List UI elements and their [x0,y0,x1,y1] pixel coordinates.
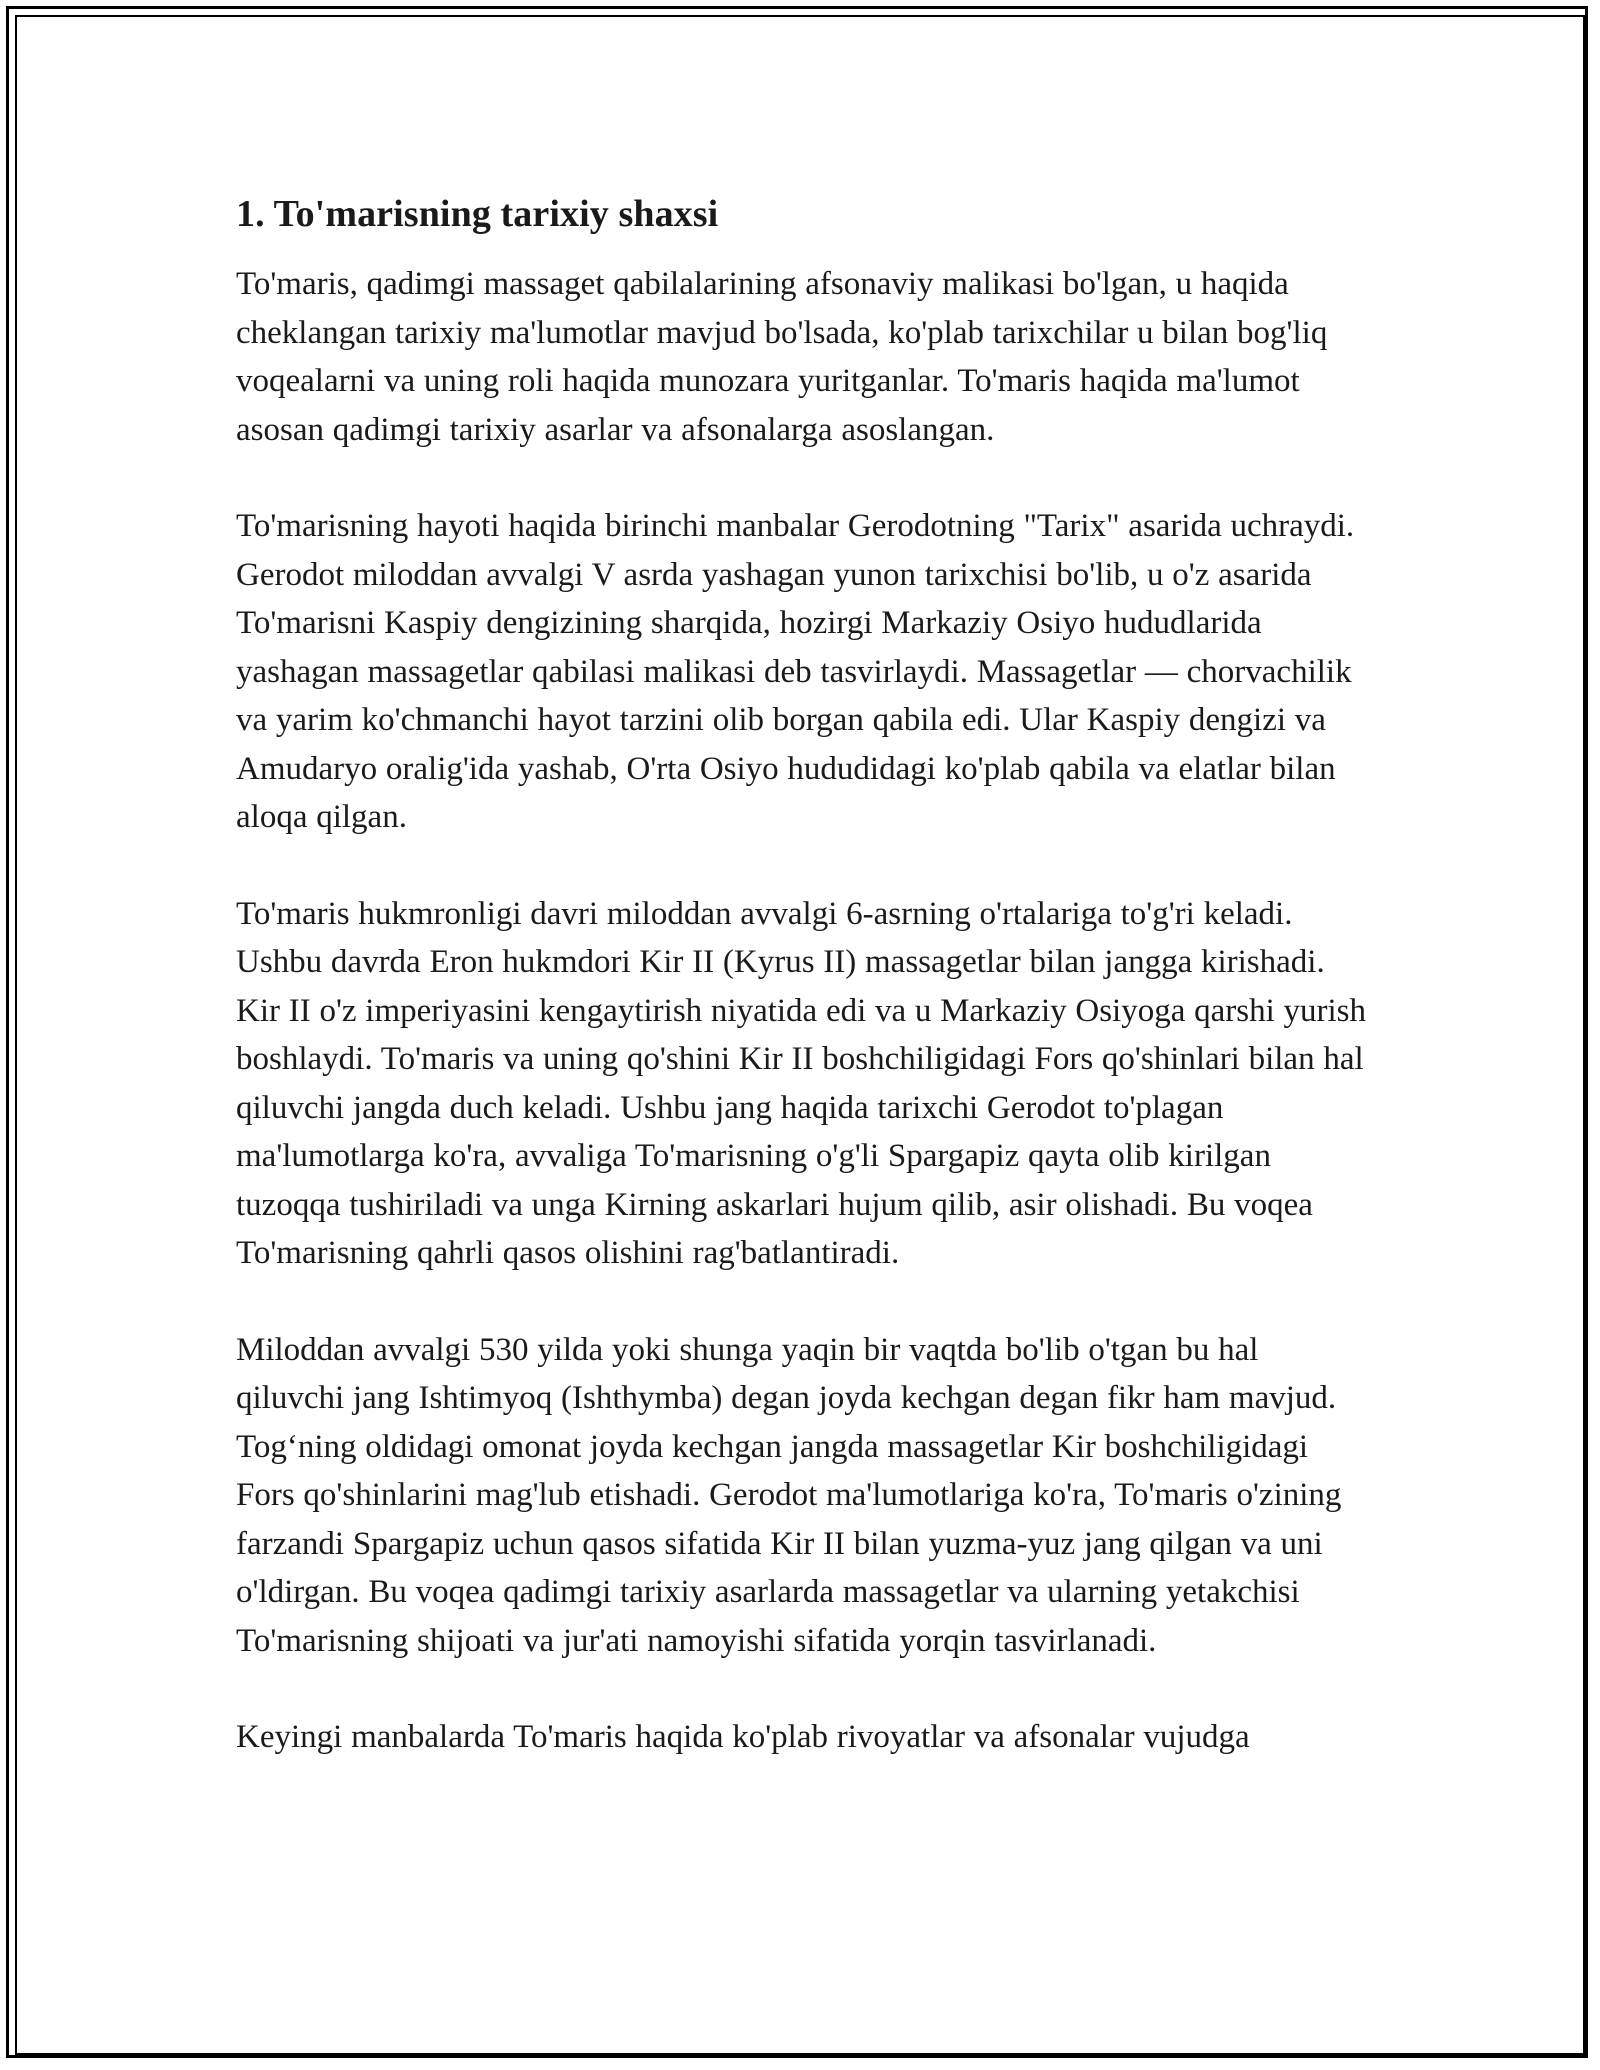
paragraph-4: Miloddan avvalgi 530 yilda yoki shunga yaqin bir vaqtda bo'lib o'tgan bu hal qiluvchi jang Ishtimyoq (Ishthymba) degan joyda kechgan degan fikr ham mavjud. Tog‘ning oldidagi omonat joyda kechgan jangda massagetlar Kir boshchiligidagi Fors qo'shinlarini mag'lub etishadi. Gerodot ma'lumotlariga ko'ra, To'maris o'zining farzandi Spargapiz uchun qasos sifatida Kir II bilan yuzma-yuz jang qilgan va uni o'ldirgan. Bu voqea qadimgi tarixiy asarlarda massagetlar va ularning yetakchisi To'marisning shijoati va jur'ati namoyishi sifatida yorqin tasvirlanadi. [236,1331,1342,1659]
paragraph-1: To'maris, qadimgi massaget qabilalarining afsonaviy malikasi bo'lgan, u haqida cheklangan tarixiy ma'lumotlar mavjud bo'lsada, ko'plab tarixchilar u bilan bog'liq voqealarni va uning roli haqida munozara yuritganlar. To'maris haqida ma'lumot asosan qadimgi tarixiy asarlar va afsonalarga asoslangan. [236,266,1328,448]
paragraph-5: Keyingi manbalarda To'maris haqida ko'plab rivoyatlar va afsonalar vujudga [236,1719,1250,1755]
paragraph-2: To'marisning hayoti haqida birinchi manbalar Gerodotning "Tarix" asarida uchraydi. Gerodot miloddan avvalgi V asrda yashagan yunon tarixchisi bo'lib, u o'z asarida To'marisni Kaspiy dengizining sharqida, hozirgi Markaziy Osiyo hududlarida yashagan massagetlar qabilasi malikasi deb tasvirlaydi. Massagetlar — chorvachilik va yarim ko'chmanchi hayot tarzini olib borgan qabila edi. Ular Kaspiy dengizi va Amudaryo oralig'ida yashab, O'rta Osiyo hududidagi ko'plab qabila va elatlar bilan aloqa qilgan. [236,508,1355,835]
section-heading: 1. To'marisning tarixiy shaxsi [236,193,719,235]
paragraph-3: To'maris hukmronligi davri miloddan avvalgi 6-asrning o'rtalariga to'g'ri keladi. Ushbu davrda Eron hukmdori Kir II (Kyrus II) massagetlar bilan jangga kirishadi. Kir II o'z imperiyasini kengaytirish niyatida edi va u Markaziy Osiyoga qarshi yurish boshlaydi. To'maris va uning qo'shini Kir II boshchiligidagi Fors qo'shinlari bilan hal qiluvchi jangda duch keladi. Ushbu jang haqida tarixchi Gerodot to'plagan ma'lumotlarga ko'ra, avvaliga To'marisning o'g'li Spargapiz qayta olib kirilgan tuzoqqa tushiriladi va unga Kirning askarlari hujum qilib, asir olishadi. Bu voqea To'marisning qahrli qasos olishini rag'batlantiradi. [236,895,1366,1271]
document-body [236,190,1366,1762]
